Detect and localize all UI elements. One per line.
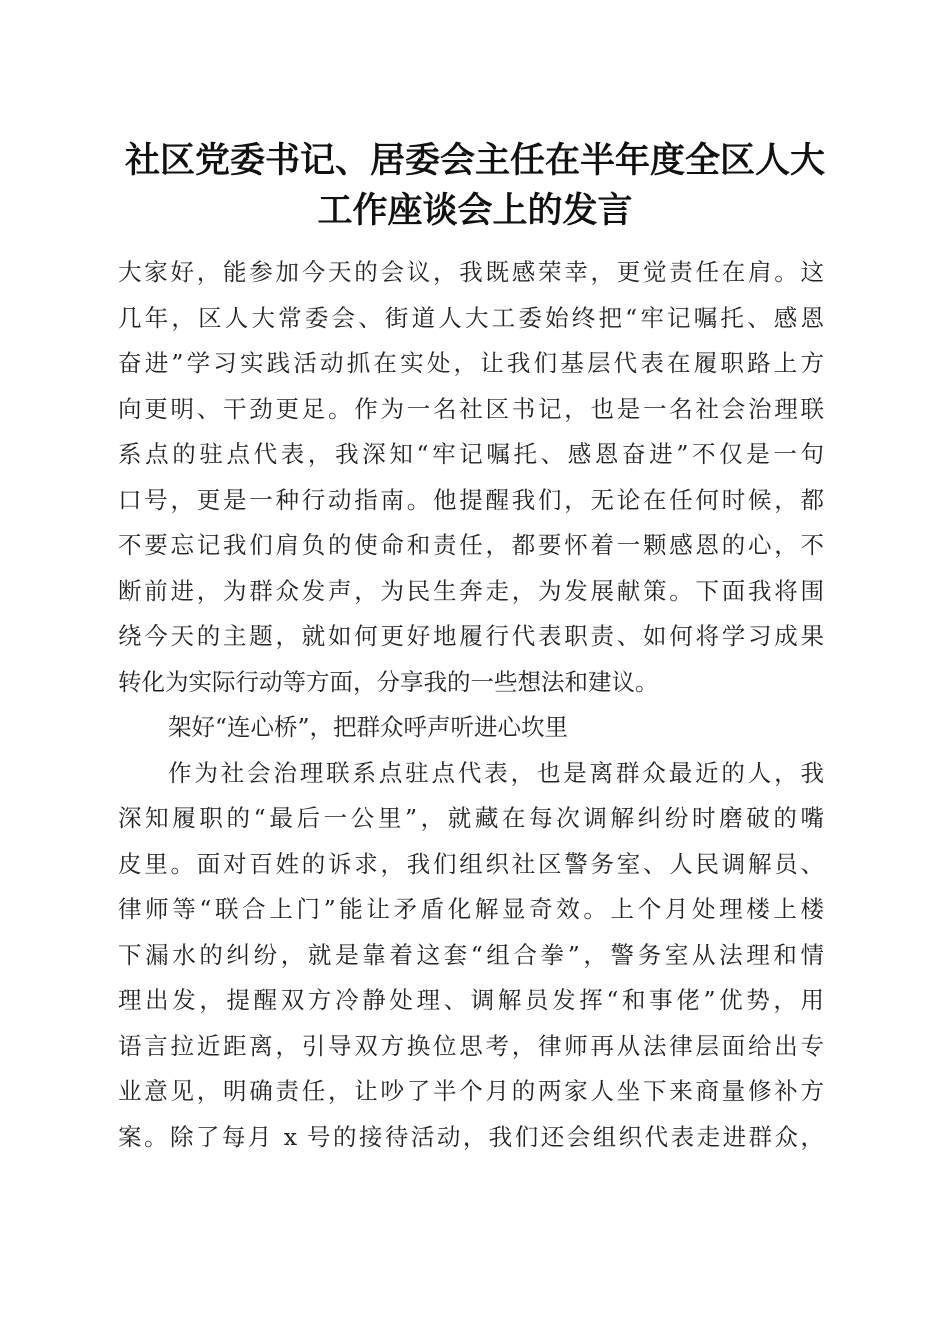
text-line: 律师等“联合上门”能让矛盾化解显奇效。上个月处理楼上楼: [118, 895, 824, 923]
section-heading: 架好“连心桥”，把群众呼声听进心坎里: [168, 713, 569, 741]
text-line: 断前进，为群众发声，为民生奔走，为发展献策。下面我将围: [118, 576, 824, 605]
text-line: 系点的驻点代表，我深知“牢记嘱托、感恩奋进”不仅是一句: [118, 440, 824, 468]
paragraph-opening: [118, 250, 824, 705]
text-line: 大家好，能参加今天的会议，我既感荣幸，更觉责任在肩。这: [118, 258, 824, 286]
text-line: 皮里。面对百姓的诉求，我们组织社区警务室、人民调解员、: [118, 849, 824, 878]
text-line: 不要忘记我们肩负的使命和责任，都要怀着一颗感恩的心，不: [118, 531, 824, 559]
paragraph-section-1: [118, 751, 824, 1161]
title-line-2: 工作座谈会上的发言: [317, 190, 633, 231]
text-line: 转化为实际行动等方面，分享我的一些想法和建议。: [118, 667, 659, 696]
text-line: 绕今天的主题，就如何更好地履行代表职责、如何将学习成果: [118, 622, 824, 650]
title-line-1: 社区党委书记、居委会主任在半年度全区人大: [124, 140, 825, 181]
text-line: 向更明、干劲更足。作为一名社区书记，也是一名社会治理联: [118, 394, 824, 423]
text-line: 几年，区人大常委会、街道人大工委始终把“牢记嘱托、感恩: [118, 303, 824, 332]
document-title: [100, 136, 850, 236]
text-line: 奋进”学习实践活动抓在实处，让我们基层代表在履职路上方: [118, 349, 824, 377]
text-line: 下漏水的纠纷，就是靠着这套“组合拳”，警务室从法理和情: [118, 940, 824, 969]
text-line: 作为社会治理联系点驻点代表，也是离群众最近的人，我: [168, 758, 824, 787]
text-line: 深知履职的“最后一公里”，就藏在每次调解纠纷时磨破的嘴: [118, 804, 824, 832]
document-body: [118, 250, 824, 1160]
text-line: 业意见，明确责任，让吵了半个月的两家人坐下来商量修补方: [118, 1077, 824, 1105]
text-line: 口号，更是一种行动指南。他提醒我们，无论在任何时候，都: [118, 485, 824, 514]
text-line: 语言拉近距离，引导双方换位思考，律师再从法律层面给出专: [118, 1031, 824, 1060]
text-line: 理出发，提醒双方冷静处理、调解员发挥“和事佬”优势，用: [118, 986, 824, 1014]
text-line: 案。除了每月 x 号的接待活动，我们还会组织代表走进群众，: [118, 1122, 824, 1151]
